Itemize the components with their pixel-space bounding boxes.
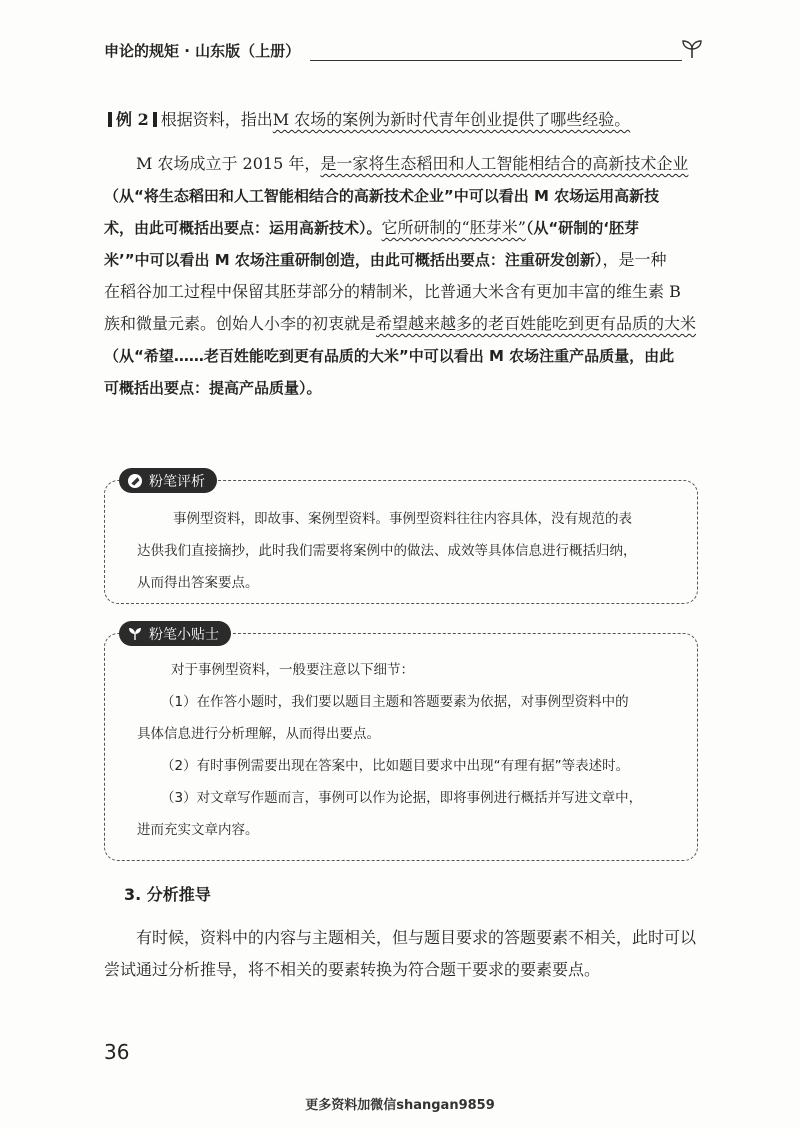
text-run: ，是一种 <box>602 250 667 269</box>
sprout-icon <box>680 38 704 60</box>
example-question <box>104 104 702 136</box>
section-line: 有时候，资料中的内容与主题相关，但与题目要求的答题要素不相关，此时可以 <box>136 928 697 947</box>
analysis-line: 从而得出答案要点。 <box>137 575 259 591</box>
question-underlined: M 农场的案例为新时代青年创业提供了哪些经验。 <box>272 110 631 129</box>
tips-line: （2）有时事例需要出现在答案中，比如题目要求中出现“有理有据”等表述时。 <box>161 758 630 774</box>
tips-line: 进而充实文章内容。 <box>137 822 259 838</box>
tips-line: （1）在作答小题时，我们要以题目主题和答题要素为依据，对事例型资料中的 <box>161 694 629 710</box>
body-line-5 <box>104 276 702 308</box>
underlined-run: 是一家将生态稻田和人工智能相结合的高新技术企业 <box>320 154 689 173</box>
tips-tab <box>119 621 231 646</box>
section-line: 尝试通过分析推导，将不相关的要素转换为符合题干要求的要素要点。 <box>104 960 601 979</box>
analysis-text <box>137 503 671 599</box>
pen-nib-icon <box>127 473 143 489</box>
text-run: 族和微量元素。创始人小李的初衷就是 <box>104 314 377 333</box>
analysis-tab <box>119 468 217 493</box>
bold-run: 米’”中可以看出 M 农场注重研制创造，由此可概括出要点：注重研发创新） <box>104 251 603 269</box>
text-run: M 农场成立于 2015 年， <box>136 154 321 173</box>
body-line-4 <box>104 244 702 276</box>
analysis-line: 事例型资料，即故事、案例型资料。事例型资料往往内容具体，没有规范的表 <box>173 511 632 527</box>
header-rule <box>310 60 682 61</box>
underlined-run: 希望越来越多的老百姓能吃到更有品质的大米 <box>376 314 697 333</box>
body-line-1 <box>104 148 702 180</box>
running-header <box>104 38 704 68</box>
bold-run: （从“将生态稻田和人工智能相结合的高新技术企业”中可以看出 M 农场运用高新技 <box>104 187 660 205</box>
bold-run: 术，由此可概括出要点：运用高新技术）。 <box>104 219 382 237</box>
tips-box <box>104 626 698 861</box>
analysis-tab-label: 粉笔评析 <box>149 473 205 490</box>
footer-note: 更多资料加微信shangan9859 <box>305 1098 495 1113</box>
tips-line: 对于事例型资料，一般要注意以下细节： <box>171 662 414 678</box>
underlined-run: 它所研制的“胚芽米” <box>381 218 526 237</box>
analysis-line: 达供我们直接摘抄，此时我们需要将案例中的做法、成效等具体信息进行概括归纳， <box>137 543 637 559</box>
question-prefix: 根据资料，指出 <box>160 110 273 129</box>
page-number: 36 <box>104 1040 130 1064</box>
sprout-icon <box>127 626 143 642</box>
tips-tab-label: 粉笔小贴士 <box>149 626 219 643</box>
example-body <box>104 148 702 404</box>
example-label: 例 2 <box>116 110 149 129</box>
body-line-8 <box>104 372 702 404</box>
text-run: 在稻谷加工过程中保留其胚芽部分的精制米，比普通大米含有更加丰富的维生素 B <box>104 282 681 301</box>
analysis-box <box>104 473 698 604</box>
tips-text <box>137 654 671 846</box>
bold-run: （从“研制的‘胚芽 <box>525 219 639 237</box>
tips-line: （3）对文章写作题而言，事例可以作为论据，即将事例进行概括并写进文章中， <box>161 790 643 806</box>
body-line-2 <box>104 180 702 212</box>
tips-line: 具体信息进行分析理解，从而得出要点。 <box>137 726 380 742</box>
label-bar-left <box>108 112 112 127</box>
bold-run: 可概括出要点：提高产品质量）。 <box>104 379 322 397</box>
bold-run: （从“希望……老百姓能吃到更有品质的大米”中可以看出 M 农场注重产品质量，由此 <box>104 347 675 365</box>
book-title: 申论的规矩 · 山东版（上册） <box>104 42 301 60</box>
body-line-7 <box>104 340 702 372</box>
label-bar-right <box>153 112 157 127</box>
body-line-6 <box>104 308 702 340</box>
section-body <box>104 922 702 986</box>
body-line-3 <box>104 212 702 244</box>
section-title: 3. 分析推导 <box>124 885 211 904</box>
